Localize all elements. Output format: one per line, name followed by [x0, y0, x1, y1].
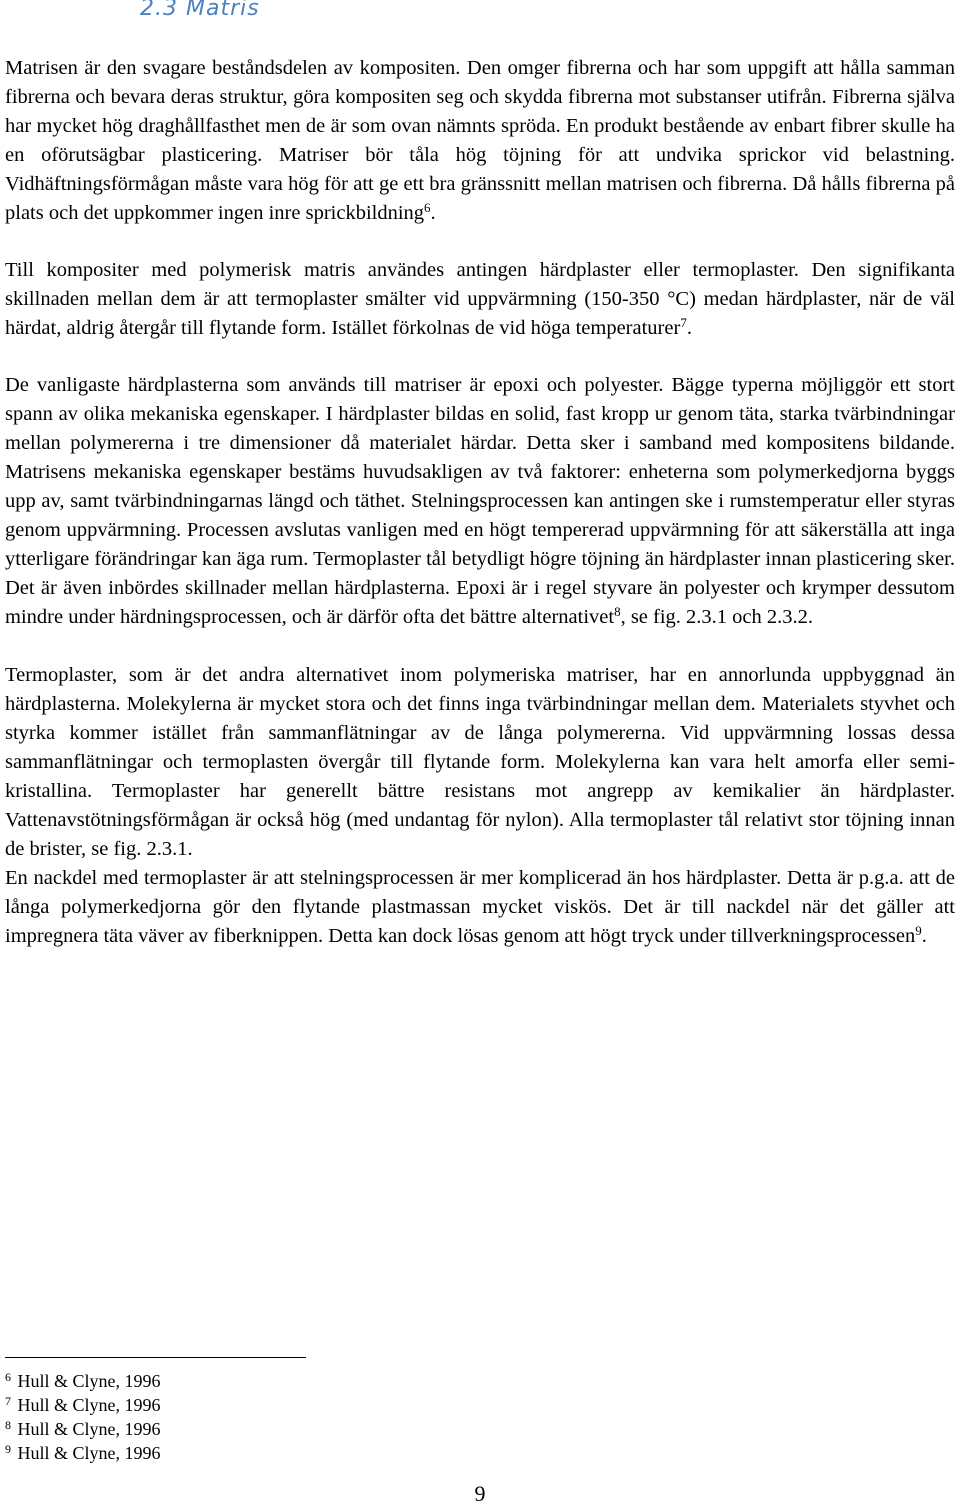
footnote-ref[interactable]: 8 [614, 604, 621, 619]
paragraph-end: , se fig. 2.3.1 och 2.3.2. [620, 606, 814, 628]
paragraph-end: . [430, 202, 436, 224]
footnote-ref[interactable]: 6 [424, 200, 431, 215]
paragraph-thermosets [5, 371, 955, 632]
footnote-text: Hull & Clyne, 1996 [13, 1395, 161, 1415]
paragraph-text: En nackdel med termoplaster är att stelningsprocessen är mer komplicerad än hos härdplaster. Detta är p.g.a. att de långa polymerkedjorna gör den flytande plastmassan mycket viskös. Det är till nackdel när det gäller att impregnera täta väver av fiberknippen. Detta kan dock lösas genom att högt tryck under tillverkningsprocessen [5, 867, 955, 947]
footnote-text: Hull & Clyne, 1996 [13, 1443, 161, 1463]
footnote-separator [5, 1357, 306, 1358]
footnote-text: Hull & Clyne, 1996 [13, 1419, 161, 1439]
footnote-list [5, 1369, 161, 1465]
footnote-item [5, 1393, 161, 1417]
footnote-number: 9 [5, 1442, 11, 1456]
footnote-item [5, 1417, 161, 1441]
paragraph-end: . [686, 317, 692, 339]
section-body [5, 54, 955, 951]
paragraph-text: Matrisen är den svagare beståndsdelen av kompositen. Den omger fibrerna och har som uppgift att hålla samman fibrerna och bevara deras struktur, göra kompositen seg och skydda fibrerna mot substanser utifrån. Fibrerna själva har mycket hög draghållfasthet men de är som ovan nämnts spröda. En produkt bestående av enbart fibrer skulle ha en oförutsägbar plasticering. Matriser bör tåla hög töjning för att undvika sprickor vid belastning. Vidhäftningsförmågan måste vara hög för att ge ett bra gränssnitt mellan matrisen och fibrerna. Då hålls fibrerna på plats och det uppkommer ingen inre sprickbildning [5, 57, 955, 224]
footnote-text: Hull & Clyne, 1996 [13, 1371, 161, 1391]
footnote-number: 8 [5, 1418, 11, 1432]
footnote-number: 6 [5, 1370, 11, 1384]
paragraph-end: . [921, 925, 927, 947]
page-number: 9 [474, 1481, 486, 1506]
footnote-ref[interactable]: 7 [680, 315, 687, 330]
section-heading: 2.3 Matris [140, 0, 260, 21]
paragraph-thermoplastics [5, 661, 955, 864]
footnote-number: 7 [5, 1394, 11, 1408]
footnote-item [5, 1441, 161, 1465]
paragraph-matrix-role [5, 54, 955, 228]
paragraph-thermoplastic-drawback [5, 864, 955, 951]
paragraph-polymer-matrix [5, 256, 955, 343]
paragraph-text: Till kompositer med polymerisk matris användes antingen härdplaster eller termoplaster. Den signifikanta skillnaden mellan dem är att termoplaster smälter vid uppvärmning (150-350 °C) medan härdplaster, när de väl härdat, aldrig återgår till flytande form. Istället förkolnas de vid höga temperaturer [5, 259, 955, 339]
paragraph-text: De vanligaste härdplasterna som används till matriser är epoxi och polyester. Bägge typerna möjliggör ett stort spann av olika mekaniska egenskaper. I härdplaster bildas en solid, fast kropp ur genom täta, starka tvärbindningar mellan polymererna i tre dimensioner då materialet härdar. Detta sker i samband med kompositens bildande. Matrisens mekaniska egenskaper bestäms huvudsakligen av två faktorer: enheterna som polymerkedjorna byggs upp av, samt tvärbindningarnas längd och täthet. Stelningsprocessen kan antingen ske i rumstemperatur eller styras genom uppvärmning. Processen avslutas vanligen med en högt tempererad uppvärmning för att säkerställa att inga ytterligare förändringar kan äga rum. Termoplaster tål betydligt högre töjning än härdplaster innan plasticering sker. Det är även inbördes skillnader mellan härdplasterna. Epoxi är i regel styvare än polyester och krymper dessutom mindre under härdningsprocessen, och är därför ofta det bättre alternativet [5, 374, 955, 628]
paragraph-text: Termoplaster, som är det andra alternativet inom polymeriska matriser, har en annorlunda uppbyggnad än härdplasterna. Molekylerna är mycket stora och det finns inga tvärbindningar mellan dem. Materialets styvhet och styrka kommer istället från sammanflätningar av de långa polymererna. Vid uppvärmning lossas dessa sammanflätningar och termoplasten övergår till flytande form. Molekylerna kan vara helt amorfa eller semi-kristallina. Termoplaster har generellt bättre resistans mot angrepp av kemikalier än härdplaster. Vattenavstötningsförmågan är också hög (med undantag för nylon). Alla termoplaster tål relativt stor töjning innan de brister, se fig. 2.3.1. [5, 664, 955, 860]
footnote-item [5, 1369, 161, 1393]
footnote-ref[interactable]: 9 [915, 923, 922, 938]
